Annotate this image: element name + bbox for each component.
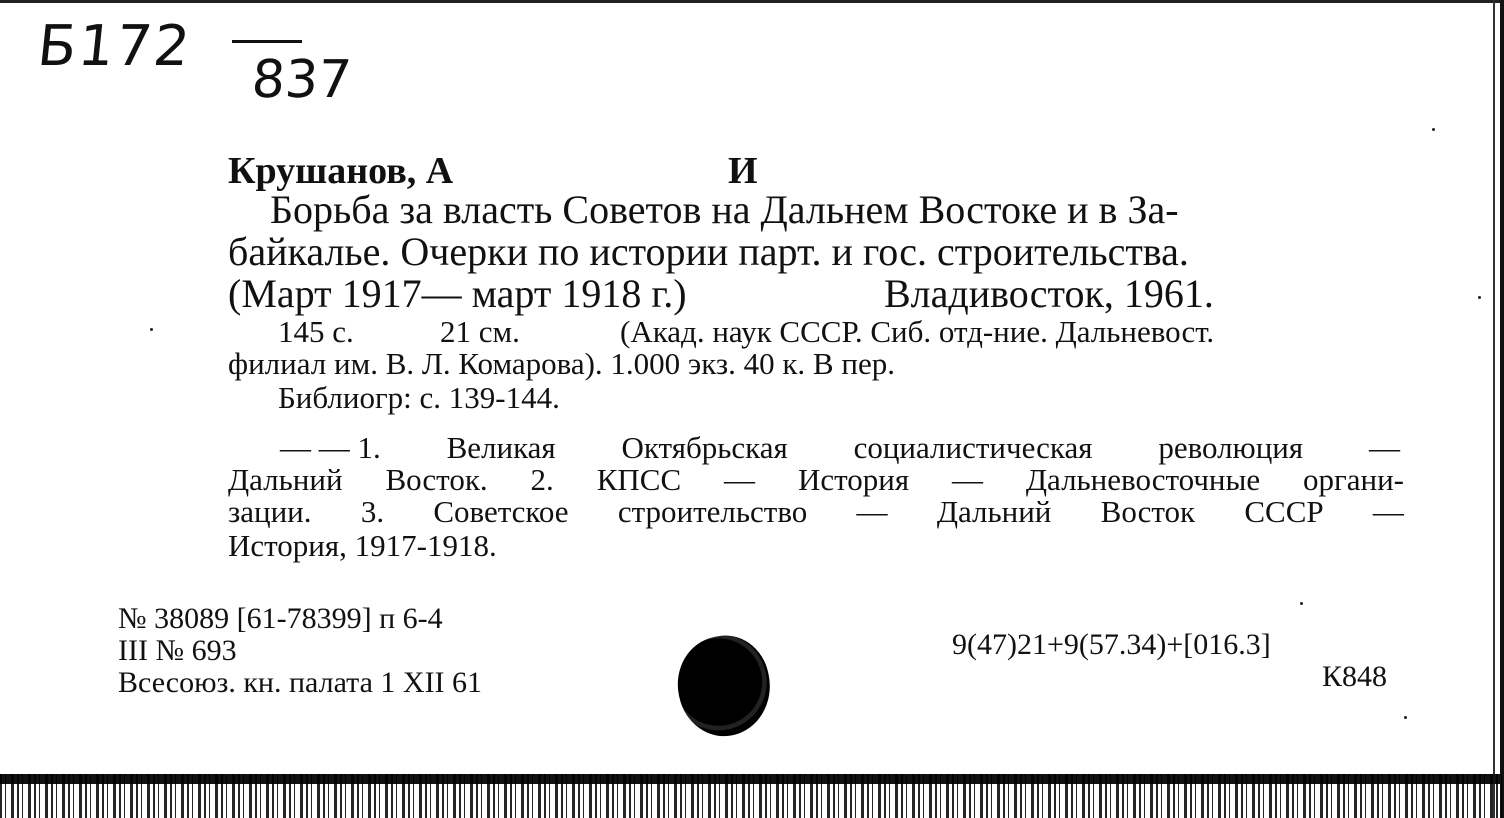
subject-word: органи- bbox=[1303, 462, 1404, 497]
classification-index: 9(47)21+9(57.34)+[016.3] bbox=[952, 628, 1271, 661]
subject-word: — bbox=[1372, 494, 1404, 529]
place-year: Владивосток, 1961. bbox=[884, 271, 1214, 316]
subject-word: 2. bbox=[530, 462, 554, 497]
author-mark: К848 bbox=[1322, 660, 1388, 693]
punch-hole bbox=[669, 628, 780, 745]
handwritten-number: 837 bbox=[249, 50, 354, 110]
bottom-scan-strip bbox=[0, 774, 1504, 818]
subject-word: Дальневосточные bbox=[1025, 462, 1261, 497]
subject-word: зации. bbox=[228, 494, 312, 529]
subject-word: Восток bbox=[1100, 494, 1196, 529]
subject-word: — bbox=[724, 462, 756, 497]
size: 21 см. bbox=[440, 314, 520, 349]
subject-word: История bbox=[797, 462, 910, 497]
subject-word: КПСС bbox=[596, 462, 682, 497]
card-right-inner-edge bbox=[1493, 0, 1495, 818]
subject-word: — bbox=[951, 462, 983, 497]
speck bbox=[1300, 602, 1303, 605]
author-name: Крушанов, А bbox=[228, 150, 454, 192]
book-chamber-line: Всесоюз. кн. палата 1 XII 61 bbox=[118, 666, 483, 699]
speck bbox=[1404, 716, 1407, 719]
speck bbox=[150, 328, 153, 331]
subject-word: строительство bbox=[617, 494, 808, 529]
subject-word: Великая bbox=[446, 430, 556, 465]
bibliography: Библиогр: с. 139-144. bbox=[278, 380, 560, 415]
subject-line-4: История, 1917-1918. bbox=[228, 528, 497, 563]
subject-word: — bbox=[1368, 430, 1400, 465]
speck bbox=[1478, 296, 1481, 299]
subject-line-1 bbox=[280, 432, 1400, 463]
subject-word: СССР bbox=[1244, 494, 1324, 529]
series-continued: филиал им. В. Л. Комарова). 1.000 экз. 40 к. В пер. bbox=[228, 346, 895, 381]
subject-word: Дальний bbox=[936, 494, 1052, 529]
pages: 145 с. bbox=[278, 314, 354, 349]
catalog-number: III № 693 bbox=[118, 634, 237, 667]
subject-word: — — 1. bbox=[280, 430, 381, 465]
handwritten-fraction-bar bbox=[232, 40, 302, 43]
subject-word: социалистическая bbox=[853, 430, 1093, 465]
subject-line-2 bbox=[228, 464, 1404, 495]
subject-word: Дальний bbox=[228, 462, 343, 497]
subject-word: Октябрьская bbox=[621, 430, 788, 465]
title-line-3: (Март 1917— март 1918 г.) bbox=[228, 271, 687, 316]
subject-line-3 bbox=[228, 496, 1404, 527]
speck bbox=[1432, 128, 1435, 131]
handwritten-shelfmark: Б172 bbox=[34, 14, 195, 79]
author-initial: И bbox=[728, 150, 758, 192]
card-top-edge bbox=[0, 0, 1504, 3]
series: (Акад. наук СССР. Сиб. отд-ние. Дальневост. bbox=[620, 314, 1215, 349]
title-line-2: байкалье. Очерки по истории парт. и гос. строительства. bbox=[228, 229, 1189, 274]
card-number: № 38089 [61-78399] п 6-4 bbox=[118, 602, 443, 635]
subject-word: Советское bbox=[433, 494, 569, 529]
title-line-1: Борьба за власть Советов на Дальнем Востоке и в За- bbox=[270, 187, 1179, 232]
subject-word: Восток. bbox=[385, 462, 488, 497]
subject-word: революция bbox=[1158, 430, 1304, 465]
subject-word: — bbox=[856, 494, 888, 529]
subject-word: 3. bbox=[360, 494, 385, 529]
card-right-edge bbox=[1500, 0, 1504, 818]
